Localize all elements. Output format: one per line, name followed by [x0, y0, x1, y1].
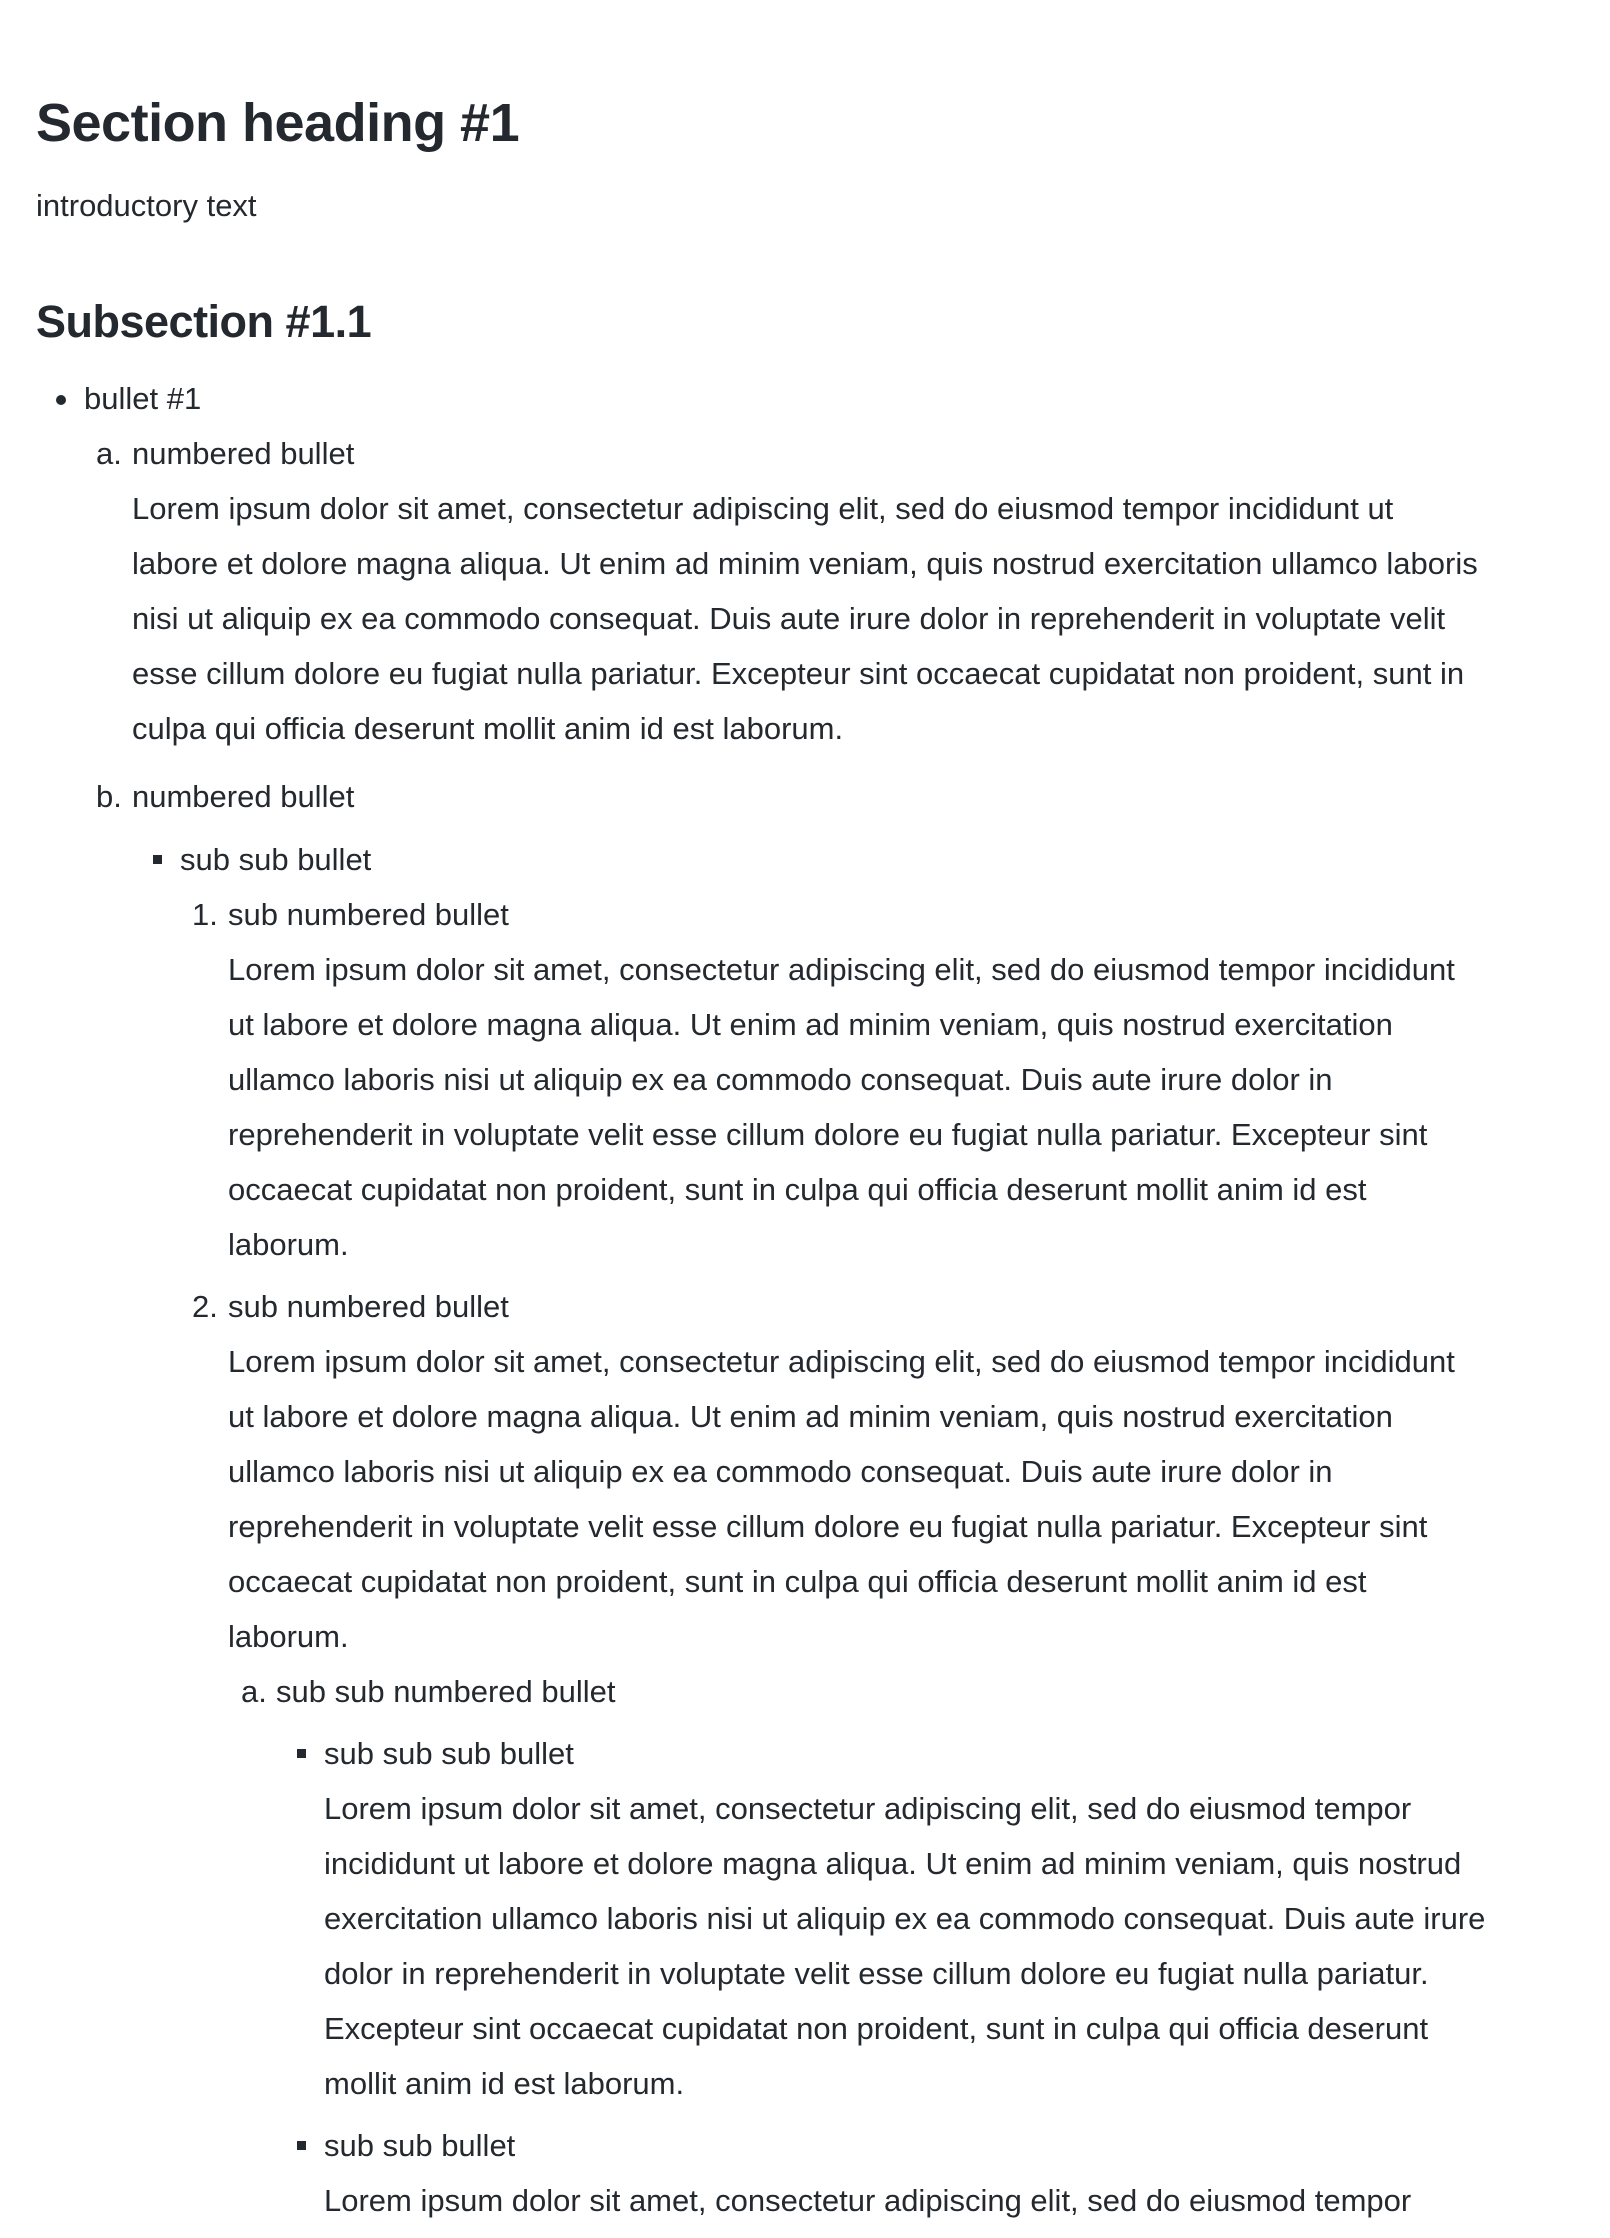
- paragraph-line: occaecat cupidatat non proident, sunt in culpa qui officia deserunt mollit anim id est: [228, 1172, 1367, 1207]
- paragraph-line: nisi ut aliquip ex ea commodo consequat. Duis aute irure dolor in reprehenderit in voluptate velit: [132, 601, 1446, 636]
- paragraph-line: esse cillum dolore eu fugiat nulla pariatur. Excepteur sint occaecat cupidatat non proident, sunt in: [132, 656, 1465, 691]
- paragraph-line: Lorem ipsum dolor sit amet, consectetur adipiscing elit, sed do eiusmod tempor: [324, 1791, 1412, 1826]
- list-item-label: sub sub numbered bullet: [276, 1674, 616, 1709]
- paragraph-line: dolor in reprehenderit in voluptate velit esse cillum dolore eu fugiat nulla pariatur.: [324, 1956, 1429, 1991]
- paragraph-line: Lorem ipsum dolor sit amet, consectetur adipiscing elit, sed do eiusmod tempor: [324, 2183, 1412, 2218]
- paragraph-line: ut labore et dolore magna aliqua. Ut enim ad minim veniam, quis nostrud exercitation: [228, 1007, 1393, 1042]
- paragraph: [228, 942, 1568, 1272]
- list-item-label: sub sub sub bullet: [324, 1736, 574, 1771]
- subsection-heading: Subsection #1.1: [36, 296, 372, 347]
- paragraph: [132, 481, 1572, 756]
- paragraph-line: ullamco laboris nisi ut aliquip ex ea commodo consequat. Duis aute irure dolor in: [228, 1062, 1333, 1097]
- paragraph-line: Lorem ipsum dolor sit amet, consectetur adipiscing elit, sed do eiusmod tempor incididunt: [228, 1344, 1455, 1379]
- bullet-square-icon: [153, 855, 162, 864]
- paragraph-line: exercitation ullamco laboris nisi ut aliquip ex ea commodo consequat. Duis aute irure: [324, 1901, 1486, 1936]
- paragraph-line: Lorem ipsum dolor sit amet, consectetur adipiscing elit, sed do eiusmod tempor incididunt ut: [132, 491, 1394, 526]
- list-item-label: bullet #1: [84, 381, 202, 416]
- paragraph-line: laborum.: [228, 1227, 349, 1262]
- bullet-square-icon: [297, 2141, 306, 2150]
- list-marker: b.: [96, 779, 122, 814]
- list-item-label: sub sub bullet: [180, 842, 372, 877]
- list-item-label: sub numbered bullet: [228, 897, 509, 932]
- paragraph: [324, 2173, 1574, 2228]
- list-marker: a.: [96, 436, 122, 471]
- paragraph-line: reprehenderit in voluptate velit esse cillum dolore eu fugiat nulla pariatur. Excepteur sint: [228, 1117, 1428, 1152]
- paragraph-line: occaecat cupidatat non proident, sunt in culpa qui officia deserunt mollit anim id est: [228, 1564, 1367, 1599]
- paragraph-line: reprehenderit in voluptate velit esse cillum dolore eu fugiat nulla pariatur. Excepteur sint: [228, 1509, 1428, 1544]
- paragraph-line: ut labore et dolore magna aliqua. Ut enim ad minim veniam, quis nostrud exercitation: [228, 1399, 1393, 1434]
- paragraph-line: incididunt ut labore et dolore magna aliqua. Ut enim ad minim veniam, quis nostrud: [324, 1846, 1462, 1881]
- section-heading: Section heading #1: [36, 93, 520, 153]
- intro-text: introductory text: [36, 188, 257, 223]
- paragraph: [228, 1334, 1568, 1664]
- paragraph-line: culpa qui officia deserunt mollit anim id est laborum.: [132, 711, 844, 746]
- list-item-label: sub sub bullet: [324, 2128, 516, 2163]
- paragraph-line: Lorem ipsum dolor sit amet, consectetur adipiscing elit, sed do eiusmod tempor incididunt: [228, 952, 1455, 987]
- list-item-label: numbered bullet: [132, 779, 355, 814]
- paragraph-line: ullamco laboris nisi ut aliquip ex ea commodo consequat. Duis aute irure dolor in: [228, 1454, 1333, 1489]
- list-marker: 2.: [192, 1289, 218, 1324]
- paragraph-line: laborum.: [228, 1619, 349, 1654]
- list-item-label: numbered bullet: [132, 436, 355, 471]
- paragraph-line: Excepteur sint occaecat cupidatat non proident, sunt in culpa qui officia deserunt: [324, 2011, 1429, 2046]
- paragraph-line: mollit anim id est laborum.: [324, 2066, 685, 2101]
- bullet-square-icon: [297, 1749, 306, 1758]
- list-marker: a.: [241, 1674, 267, 1709]
- paragraph: [324, 1781, 1574, 2111]
- list-item-label: sub numbered bullet: [228, 1289, 509, 1324]
- bullet-disc-icon: [56, 395, 66, 405]
- list-marker: 1.: [192, 897, 218, 932]
- paragraph-line: labore et dolore magna aliqua. Ut enim ad minim veniam, quis nostrud exercitation ullamco laboris: [132, 546, 1478, 581]
